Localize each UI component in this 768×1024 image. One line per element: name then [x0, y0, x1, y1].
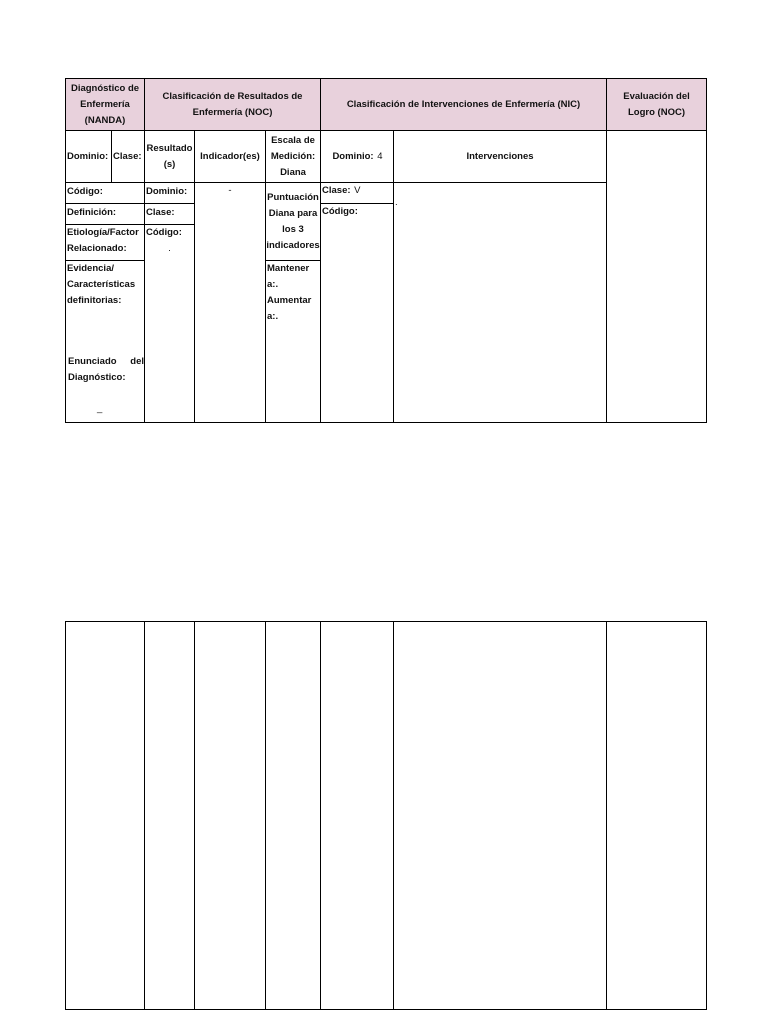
subheader-intervenciones: Intervenciones [393, 130, 606, 182]
indicador-dash: - [228, 185, 232, 196]
column-divider [194, 622, 195, 1009]
header-nic: Clasificación de Intervenciones de Enfermería (NIC) [320, 78, 606, 130]
subheader-clase: Clase: [111, 130, 144, 182]
subheader-nic-dominio [320, 130, 393, 182]
nanda-evidencia-cell [65, 260, 144, 423]
nanda-evidencia: Evidencia/ Características definitorias: [67, 263, 136, 306]
column-divider [144, 622, 145, 1009]
intervenciones-cell [393, 182, 606, 423]
header-nanda: Diagnóstico de Enfermería (NANDA) [65, 78, 144, 130]
nic-clase-label: Clase: [322, 185, 351, 196]
intervenciones-dot: . [395, 197, 398, 208]
column-divider [320, 622, 321, 1009]
nic-codigo: Código: [320, 203, 393, 423]
subheader-resultado: Resultado (s) [144, 130, 194, 182]
noc-clase: Clase: [144, 203, 194, 224]
nanda-underscore: _ [97, 403, 103, 414]
header-noc: Clasificación de Resultados de Enfermería (NOC) [144, 78, 320, 130]
puntuacion-cell: Puntuación Diana para los 3 indicadores [265, 182, 320, 260]
continuation-table [65, 621, 707, 1010]
aumentar-label: Aumentar a:. [267, 295, 312, 322]
evaluation-cell [606, 130, 707, 423]
noc-dominio: Dominio: [144, 182, 194, 203]
subheader-escala: Escala de Medición: Diana [265, 130, 320, 182]
nic-clase [320, 182, 393, 203]
nanda-definicion: Definición: [65, 203, 144, 224]
mantener-aumentar-cell [265, 260, 320, 423]
noc-codigo-cell [144, 224, 194, 423]
nanda-etiologia: Etiología/Factor Relacionado: [65, 224, 144, 260]
nanda-enunciado: Enunciado del Diagnóstico: [68, 356, 144, 383]
nic-dominio-label: Dominio: [332, 150, 374, 162]
mantener-label: Mantener a:. [267, 263, 310, 290]
indicador-cell [194, 182, 265, 423]
nanda-codigo: Código: [65, 182, 144, 203]
noc-codigo-dot: . [168, 243, 171, 254]
nic-clase-value: V [354, 185, 361, 196]
noc-codigo: Código: [146, 227, 182, 238]
subheader-dominio: Dominio: [65, 130, 111, 182]
subheader-indicador: Indicador(es) [194, 130, 265, 182]
column-divider [393, 622, 394, 1009]
nic-dominio-value: 4 [377, 150, 383, 162]
column-divider [265, 622, 266, 1009]
column-divider [606, 622, 607, 1009]
header-evaluation: Evaluación del Logro (NOC) [606, 78, 707, 130]
